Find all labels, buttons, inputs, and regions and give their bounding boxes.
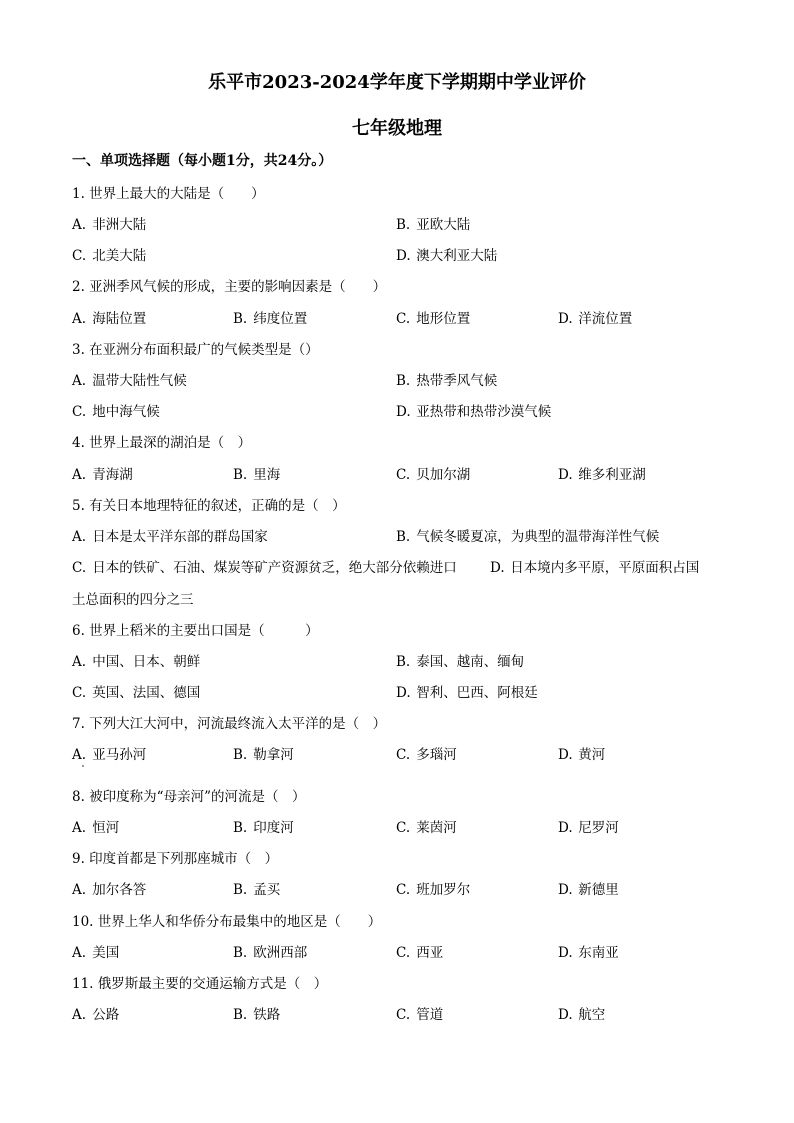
option-8b: B. 印度河 [233, 820, 294, 836]
option-5c: C. 日本的铁矿、石油、煤炭等矿产资源贫乏，绝大部分依赖进口 [72, 560, 457, 576]
option-6c: C. 英国、法国、德国 [72, 685, 201, 701]
page-title: 乐平市2023-2024学年度下学期期中学业评价 [208, 72, 586, 93]
option-5d: D. 日本境内多平原，平原面积占国 [490, 560, 700, 576]
option-6b: B. 泰国、越南、缅甸 [396, 654, 525, 670]
option-11c: C. 管道 [396, 1007, 444, 1023]
option-2a: A. 海陆位置 [72, 311, 147, 327]
option-3c: C. 地中海气候 [72, 404, 160, 420]
question-stem-9: 9. 印度首都是下列那座城市（ ） [72, 851, 279, 867]
option-11d: D. 航空 [558, 1007, 606, 1023]
option-9a: A. 加尔各答 [72, 882, 147, 898]
option-4c: C. 贝加尔湖 [396, 467, 471, 483]
option-10c: C. 西亚 [396, 945, 444, 961]
option-7a: A. 亚马孙河 [72, 747, 147, 763]
scan-speck [82, 765, 84, 767]
option-2c: C. 地形位置 [396, 311, 471, 327]
option-8c: C. 莱茵河 [396, 820, 457, 836]
option-1b: B. 亚欧大陆 [396, 217, 471, 233]
option-3d: D. 亚热带和热带沙漠气候 [396, 404, 552, 420]
option-3a: A. 温带大陆性气候 [72, 373, 187, 389]
option-1c: C. 北美大陆 [72, 248, 147, 264]
option-1d: D. 澳大利亚大陆 [396, 248, 498, 264]
option-2b: B. 纬度位置 [233, 311, 308, 327]
option-11b: B. 铁路 [233, 1007, 281, 1023]
option-6d: D. 智利、巴西、阿根廷 [396, 685, 538, 701]
option-8d: D. 尼罗河 [558, 820, 619, 836]
question-stem-4: 4. 世界上最深的湖泊是（ ） [72, 435, 252, 451]
question-stem-6: 6. 世界上稻米的主要出口国是（ ） [72, 623, 319, 639]
question-stem-10: 10. 世界上华人和华侨分布最集中的地区是（ ） [72, 914, 382, 930]
option-11a: A. 公路 [72, 1007, 120, 1023]
option-4d: D. 维多利亚湖 [558, 467, 646, 483]
question-stem-1: 1. 世界上最大的大陆是（ ） [72, 186, 265, 202]
option-10a: A. 美国 [72, 945, 120, 961]
option-5d-continued: 土总面积的四分之三 [72, 592, 194, 608]
option-9c: C. 班加罗尔 [396, 882, 471, 898]
page-subtitle: 七年级地理 [352, 118, 442, 139]
question-stem-2: 2. 亚洲季风气候的形成，主要的影响因素是（ ） [72, 279, 387, 295]
option-8a: A. 恒河 [72, 820, 120, 836]
question-stem-8: 8. 被印度称为“母亲河”的河流是（ ） [72, 789, 306, 805]
question-stem-7: 7. 下列大江大河中，河流最终流入太平洋的是（ ） [72, 716, 387, 732]
option-6a: A. 中国、日本、朝鲜 [72, 654, 201, 670]
option-10d: D. 东南亚 [558, 945, 619, 961]
option-10b: B. 欧洲西部 [233, 945, 308, 961]
option-4a: A. 青海湖 [72, 467, 133, 483]
question-stem-3: 3. 在亚洲分布面积最广的气候类型是（） [72, 342, 319, 358]
option-5a: A. 日本是太平洋东部的群岛国家 [72, 529, 268, 545]
question-stem-5: 5. 有关日本地理特征的叙述，正确的是（ ） [72, 498, 346, 514]
option-2d: D. 洋流位置 [558, 311, 633, 327]
option-3b: B. 热带季风气候 [396, 373, 498, 389]
option-7d: D. 黄河 [558, 747, 606, 763]
option-7b: B. 勒拿河 [233, 747, 294, 763]
option-9d: D. 新德里 [558, 882, 619, 898]
option-5b: B. 气候冬暖夏凉，为典型的温带海洋性气候 [396, 529, 660, 545]
question-stem-11: 11. 俄罗斯最主要的交通运输方式是（ ） [72, 976, 328, 992]
option-4b: B. 里海 [233, 467, 281, 483]
option-9b: B. 孟买 [233, 882, 281, 898]
option-1a: A. 非洲大陆 [72, 217, 147, 233]
section-heading: 一、单项选择题（每小题1分，共24分。） [72, 153, 333, 169]
option-7c: C. 多瑙河 [396, 747, 457, 763]
